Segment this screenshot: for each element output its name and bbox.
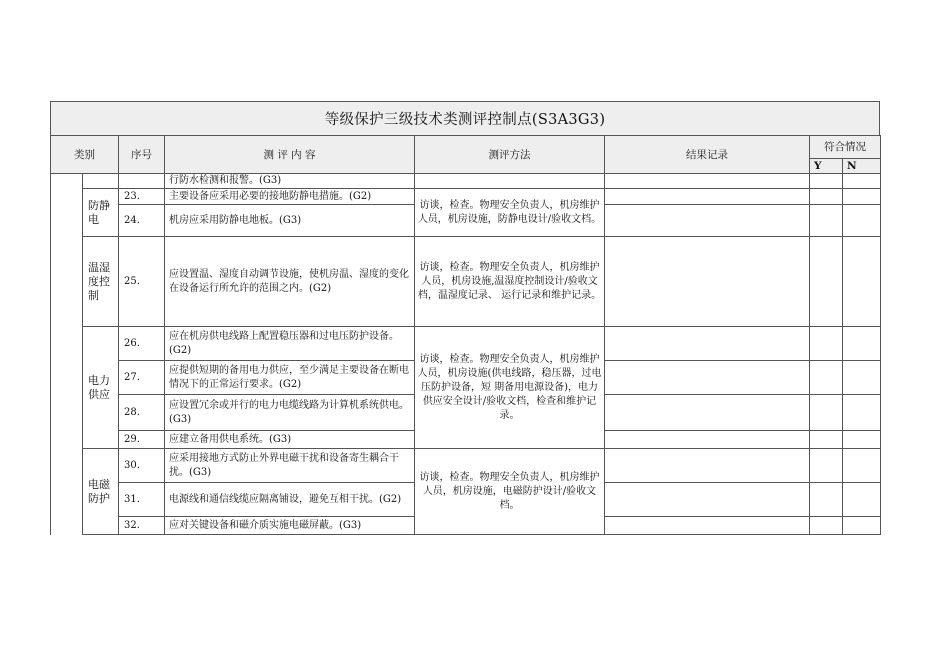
n-cell[interactable] [843,189,881,205]
item-text: 应在机房供电线路上配置稳压器和过电压防护设备。(G2) [165,327,415,361]
n-cell[interactable] [843,361,881,395]
result-cell[interactable] [605,449,810,483]
category-em-protection: 电磁防护 [83,449,119,535]
result-cell[interactable] [605,174,810,189]
n-cell[interactable] [843,483,881,517]
n-cell[interactable] [843,395,881,431]
result-cell[interactable] [605,395,810,431]
item-num: 30. [119,449,165,483]
result-cell[interactable] [605,189,810,205]
item-text: 电源线和通信线缆应隔离铺设，避免互相干扰。(G2) [165,483,415,517]
method-temp-humidity: 访谈，检查。物理安全负责人，机房维护人员，机房设施,温湿度控制设计/验收文档，温湿度记录、 运行记录和维护记录。 [415,237,605,327]
continuation-text: 行防水检测和报警。(G3) [165,174,415,189]
n-cell[interactable] [843,237,881,327]
item-text: 应对关键设备和磁介质实施电磁屏蔽。(G3) [165,517,415,535]
header-category: 类别 [51,136,119,174]
y-cell[interactable] [810,395,843,431]
header-seq: 序号 [119,136,165,174]
header-content: 测 评 内 容 [165,136,415,174]
method-em-protection: 访谈，检查。物理安全负责人，机房维护人员，机房设施，电磁防护设计/验收文档。 [415,449,605,535]
method-cell-blank [415,174,605,189]
y-cell[interactable] [810,189,843,205]
y-cell[interactable] [810,361,843,395]
item-num: 28. [119,395,165,431]
y-cell[interactable] [810,237,843,327]
y-cell[interactable] [810,205,843,237]
y-cell[interactable] [810,449,843,483]
n-cell[interactable] [843,449,881,483]
n-cell[interactable] [843,517,881,535]
result-cell[interactable] [605,361,810,395]
item-num: 25. [119,237,165,327]
outer-category-cell [51,174,83,535]
method-anti-static: 访谈，检查。物理安全负责人，机房维护人员，机房设施，防静电设计/验收文档。 [415,189,605,237]
result-cell[interactable] [605,205,810,237]
y-cell[interactable] [810,327,843,361]
assessment-table [50,135,881,535]
item-text: 应提供短期的备用电力供应，至少满足主要设备在断电情况下的正常运行要求。(G2) [165,361,415,395]
item-text: 应设置温、湿度自动调节设施，使机房温、湿度的变化在设备运行所允许的范围之内。(G2) [165,237,415,327]
y-cell[interactable] [810,517,843,535]
y-cell[interactable] [810,174,843,189]
seq-cell-blank [119,174,165,189]
category-power-supply: 电力供应 [83,327,119,449]
result-cell[interactable] [605,237,810,327]
result-cell[interactable] [605,431,810,449]
item-text: 应建立备用供电系统。(G3) [165,431,415,449]
category-temp-humidity: 温湿度控制 [83,237,119,327]
item-text: 主要设备应采用必要的接地防静电措施。(G2) [165,189,415,205]
item-num: 23. [119,189,165,205]
y-cell[interactable] [810,431,843,449]
n-cell[interactable] [843,327,881,361]
method-power-supply: 访谈，检查。物理安全负责人，机房维护人员，机房设施(供电线路，稳压器，过电压防护设备，短 期备用电源设备)，电力供应安全设计/验收文档，检查和维护记录。 [415,327,605,449]
item-num: 32. [119,517,165,535]
item-num: 29. [119,431,165,449]
category-anti-static: 防静电 [83,189,119,237]
table-title: 等级保护三级技术类测评控制点(S3A3G3) [50,101,880,136]
category-cell-blank [83,174,119,189]
header-compliance: 符合情况 [810,136,881,159]
n-cell[interactable] [843,174,881,189]
item-text: 机房应采用防静电地板。(G3) [165,205,415,237]
item-num: 26. [119,327,165,361]
item-num: 24. [119,205,165,237]
item-num: 27. [119,361,165,395]
header-y: Y [810,159,843,174]
result-cell[interactable] [605,517,810,535]
result-cell[interactable] [605,327,810,361]
y-cell[interactable] [810,483,843,517]
item-num: 31. [119,483,165,517]
item-text: 应设置冗余或并行的电力电缆线路为计算机系统供电。(G3) [165,395,415,431]
header-result: 结果记录 [605,136,810,174]
n-cell[interactable] [843,431,881,449]
header-method: 测评方法 [415,136,605,174]
header-n: N [843,159,881,174]
item-text: 应采用接地方式防止外界电磁干扰和设备寄生耦合干扰。(G3) [165,449,415,483]
result-cell[interactable] [605,483,810,517]
n-cell[interactable] [843,205,881,237]
